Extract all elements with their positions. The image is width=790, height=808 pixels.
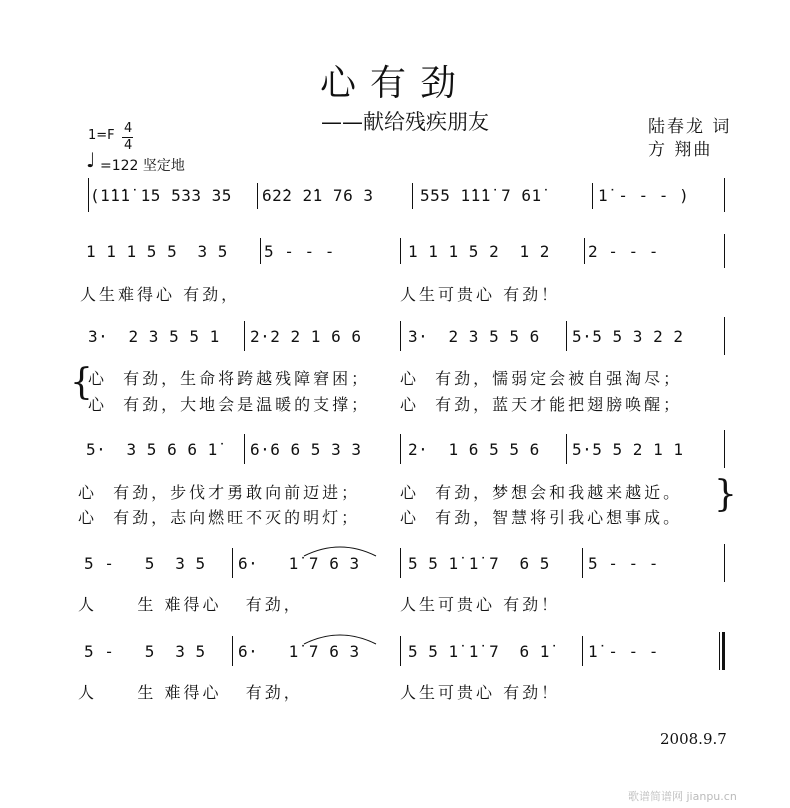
- row2-lyrics-v2a: 心 有劲，大地会是温暖的支撑；: [88, 395, 371, 414]
- row4-measure-4: 5 - - -: [588, 554, 659, 573]
- row1-measure-4: 2 - - -: [588, 242, 659, 261]
- song-title: 心有劲: [319, 63, 470, 104]
- row3-measure-2: 6·6 6 5 3 3: [250, 440, 362, 459]
- verse-brace-left: {: [70, 362, 93, 403]
- verse-brace-right: }: [714, 474, 737, 515]
- row3-lyrics-v2b: 心 有劲，智慧将引我心想事成。: [400, 508, 683, 527]
- final-barline: [722, 632, 725, 670]
- row4-measure-3: 5 5 1̇ 1̇ 7 6 5: [408, 554, 550, 573]
- row1-lyrics-a: 人生难得心 有劲，: [80, 285, 241, 304]
- row5-measure-2: 6· 1̇ 7 6 3: [238, 642, 360, 661]
- row1-measure-3: 1 1 1 5 2 1 2: [408, 242, 550, 261]
- slur-row5: [300, 626, 380, 646]
- row2-measure-3: 3· 2 3 5 5 6: [408, 327, 540, 346]
- time-signature-top: 4: [124, 121, 133, 136]
- row3-lyrics-v1b: 心 有劲，梦想会和我越来越近。: [400, 483, 683, 502]
- intro-measure-4: 1̇ - - - ): [598, 186, 690, 205]
- row5-measure-1: 5 - 5 3 5: [84, 642, 206, 661]
- row2-lyrics-v1b: 心 有劲，懦弱定会被自强淘尽；: [400, 369, 683, 388]
- watermark: 歌谱简谱网 jianpu.cn: [628, 790, 737, 803]
- composition-date: 2008.9.7: [660, 730, 727, 748]
- tempo-marking: =122 坚定地: [100, 158, 185, 174]
- row5-lyrics-b: 人生可贵心 有劲！: [400, 683, 561, 702]
- row5-measure-4: 1̇ - - -: [588, 642, 659, 661]
- composer-credit: 方 翔曲: [648, 140, 713, 160]
- quarter-note-icon: ♩: [86, 148, 96, 172]
- row1-lyrics-b: 人生可贵心 有劲！: [400, 285, 561, 304]
- row1-measure-1: 1 1 1 5 5 3 5: [86, 242, 228, 261]
- time-signature-bottom: 4: [124, 138, 133, 153]
- row2-lyrics-v2b: 心 有劲，蓝天才能把翅膀唤醒；: [400, 395, 683, 414]
- row2-lyrics-v1a: 心 有劲，生命将跨越残障窘困；: [88, 369, 371, 388]
- row3-lyrics-v2a: 心 有劲，志向燃旺不灭的明灯；: [78, 508, 361, 527]
- intro-measure-2: 62̇2 2̇1 76 3: [262, 186, 374, 205]
- key-signature: 1=F: [88, 128, 115, 143]
- row1-measure-2: 5 - - -: [264, 242, 335, 261]
- row3-measure-1: 5· 3 5 6 6 1̇: [86, 440, 218, 459]
- intro-measure-3: 555 1̇1̇1̇ 7 61̇: [420, 186, 542, 205]
- row3-measure-3: 2· 1 6 5 5 6: [408, 440, 540, 459]
- row2-measure-2: 2·2 2 1 6 6: [250, 327, 362, 346]
- row4-lyrics-a: 人 生 难得心 有劲，: [78, 595, 303, 614]
- lyricist-credit: 陆春龙 词: [648, 117, 732, 137]
- row4-measure-1: 5 - 5 3 5: [84, 554, 206, 573]
- row3-measure-4: 5·5 5 2 1 1: [572, 440, 684, 459]
- row3-lyrics-v1a: 心 有劲，步伐才勇敢向前迈进；: [78, 483, 361, 502]
- row4-lyrics-b: 人生可贵心 有劲！: [400, 595, 561, 614]
- row2-measure-1: 3· 2 3 5 5 1: [88, 327, 220, 346]
- intro-measure-1: (1̇1̇1̇ 15 533 35: [90, 186, 232, 205]
- row2-measure-4: 5·5 5 3 2 2: [572, 327, 684, 346]
- row5-measure-3: 5 5 1̇ 1̇ 7 6 1̇: [408, 642, 550, 661]
- row5-lyrics-a: 人 生 难得心 有劲，: [78, 683, 303, 702]
- song-subtitle: ——献给残疾朋友: [321, 110, 489, 134]
- row4-measure-2: 6· 1̇ 7 6 3: [238, 554, 360, 573]
- slur-row4: [300, 538, 380, 558]
